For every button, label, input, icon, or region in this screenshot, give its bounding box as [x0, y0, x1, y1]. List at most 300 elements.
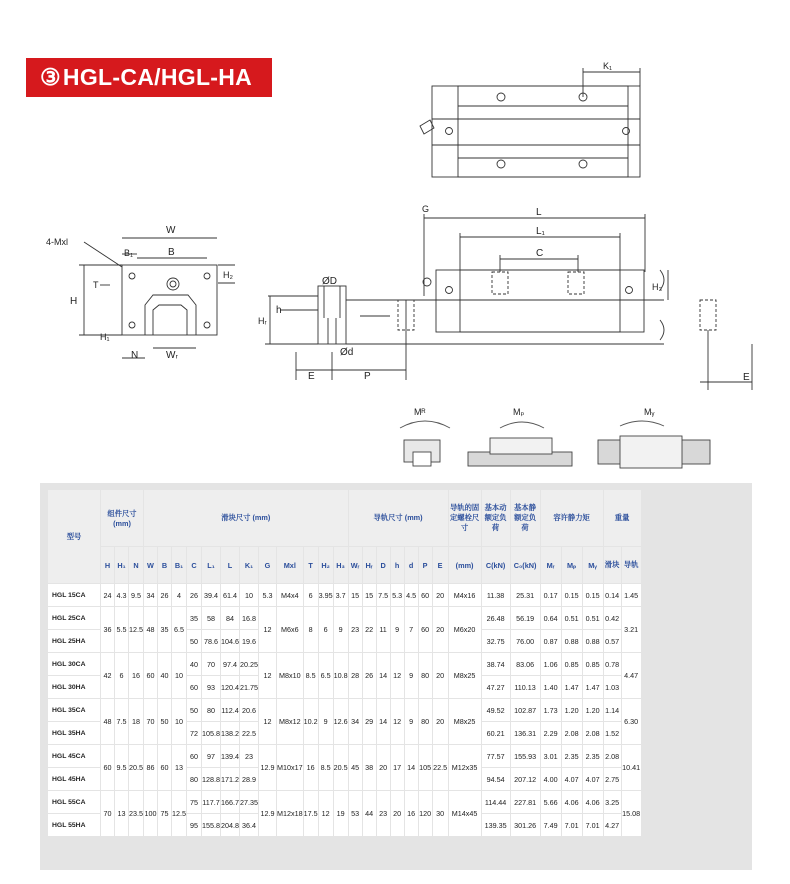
table-cell: 38: [363, 745, 376, 790]
table-cell: 19.6: [240, 630, 258, 652]
table-cell: 3.95: [319, 584, 333, 606]
label-e2: E: [743, 372, 750, 383]
top-view-drawing: [420, 68, 640, 177]
model-cell: HGL 45HA: [48, 768, 100, 790]
table-cell: 4.47: [622, 653, 641, 698]
table-cell: 3.7: [334, 584, 348, 606]
label-g: G: [422, 204, 430, 214]
table-cell: M10x17: [277, 745, 303, 790]
table-cell: M12x35: [449, 745, 481, 790]
table-cell: 2.08: [583, 722, 603, 744]
table-cell: 80: [202, 699, 220, 721]
table-cell: 110.13: [511, 676, 540, 698]
table-cell: M12x18: [277, 791, 303, 836]
header-assembly: 组件尺寸 (mm): [101, 490, 143, 546]
label-4mxl: 4-Mxl: [46, 237, 68, 247]
table-cell: 9: [405, 699, 418, 744]
table-cell: 23.5: [129, 791, 143, 836]
sub-header: L₁: [202, 547, 220, 583]
table-cell: 93: [202, 676, 220, 698]
table-cell: 4.06: [562, 791, 582, 813]
sub-header: C(kN): [482, 547, 510, 583]
sub-header: H₂: [319, 547, 333, 583]
table-cell: 8: [304, 607, 318, 652]
table-cell: 12.9: [259, 745, 276, 790]
table-cell: 20: [433, 653, 448, 698]
table-cell: 60: [158, 745, 171, 790]
sub-header: Mₚ: [562, 547, 582, 583]
table-cell: 84: [221, 607, 239, 629]
table-cell: 1.47: [562, 676, 582, 698]
sub-header: Hᵣ: [363, 547, 376, 583]
table-cell: 5.3: [391, 584, 404, 606]
table-cell: M8x25: [449, 653, 481, 698]
table-cell: 105.8: [202, 722, 220, 744]
table-cell: M8x12: [277, 699, 303, 744]
table-cell: 10: [172, 653, 186, 698]
table-cell: 20: [433, 699, 448, 744]
table-cell: 34: [349, 699, 362, 744]
table-cell: 10: [240, 584, 258, 606]
table-cell: 16: [405, 791, 418, 836]
table-cell: 80: [187, 768, 201, 790]
table-cell: 36.4: [240, 814, 258, 836]
table-cell: 80: [419, 699, 432, 744]
table-cell: 20: [433, 584, 448, 606]
table-row: [48, 745, 641, 767]
label-wr: Wᵣ: [166, 350, 178, 361]
label-l1: L₁: [536, 226, 545, 237]
table-row: [48, 653, 641, 675]
model-cell: HGL 15CA: [48, 584, 100, 606]
sub-header: W: [144, 547, 157, 583]
table-cell: 0.14: [604, 584, 621, 606]
table-cell: 6: [319, 607, 333, 652]
rail-section-drawing: [265, 286, 664, 380]
table-cell: 48: [101, 699, 114, 744]
table-cell: 0.85: [583, 653, 603, 675]
table-cell: 47.27: [482, 676, 510, 698]
table-cell: 0.57: [604, 630, 621, 652]
table-cell: 20: [433, 607, 448, 652]
table-cell: 138.2: [221, 722, 239, 744]
spec-table-panel: [40, 483, 752, 870]
table-cell: 9.5: [129, 584, 143, 606]
table-cell: 23: [240, 745, 258, 767]
table-cell: 61.4: [221, 584, 239, 606]
table-cell: 4.07: [583, 768, 603, 790]
sub-header: 导轨: [622, 547, 641, 583]
table-cell: 102.87: [511, 699, 540, 721]
table-cell: 28: [349, 653, 362, 698]
table-cell: 17.5: [304, 791, 318, 836]
sub-header: Mᵣ: [541, 547, 561, 583]
table-cell: 44: [363, 791, 376, 836]
table-cell: 22.5: [433, 745, 448, 790]
table-cell: 13: [172, 745, 186, 790]
table-cell: 171.2: [221, 768, 239, 790]
table-cell: 25.31: [511, 584, 540, 606]
table-cell: 75: [158, 791, 171, 836]
model-cell: HGL 35CA: [48, 699, 100, 721]
table-cell: 139.4: [221, 745, 239, 767]
table-cell: 16: [304, 745, 318, 790]
table-cell: 26.48: [482, 607, 510, 629]
table-cell: 3.25: [604, 791, 621, 813]
table-cell: 6: [115, 653, 128, 698]
table-cell: 50: [187, 630, 201, 652]
table-cell: M4x16: [449, 584, 481, 606]
table-cell: 7.5: [115, 699, 128, 744]
table-cell: 1.03: [604, 676, 621, 698]
table-cell: 1.40: [541, 676, 561, 698]
table-cell: 8.5: [319, 745, 333, 790]
table-cell: 30: [433, 791, 448, 836]
table-cell: 7.01: [562, 814, 582, 836]
table-cell: 77.57: [482, 745, 510, 767]
table-cell: 7.49: [541, 814, 561, 836]
label-t: T: [93, 280, 99, 290]
table-cell: 12: [391, 699, 404, 744]
table-cell: 155.93: [511, 745, 540, 767]
sub-header: H₁: [115, 547, 128, 583]
model-cell: HGL 25CA: [48, 607, 100, 629]
table-cell: 136.31: [511, 722, 540, 744]
sub-header: N: [129, 547, 143, 583]
table-cell: 70: [144, 699, 157, 744]
table-row: [48, 791, 641, 813]
table-row: [48, 607, 641, 629]
sub-header: E: [433, 547, 448, 583]
table-cell: 9: [319, 699, 333, 744]
label-h1: H₁: [100, 332, 110, 342]
table-cell: 40: [187, 653, 201, 675]
table-cell: 301.26: [511, 814, 540, 836]
table-cell: M8x10: [277, 653, 303, 698]
table-cell: 35: [187, 607, 201, 629]
label-n: N: [131, 350, 139, 361]
table-cell: 20.5: [334, 745, 348, 790]
sub-header: T: [304, 547, 318, 583]
table-cell: 6.30: [622, 699, 641, 744]
table-cell: 2.35: [562, 745, 582, 767]
sub-header: Mxl: [277, 547, 303, 583]
table-cell: 0.42: [604, 607, 621, 629]
label-c: C: [536, 248, 544, 259]
table-cell: 86: [144, 745, 157, 790]
table-cell: 14: [377, 699, 390, 744]
sub-header: d: [405, 547, 418, 583]
table-cell: 16: [129, 653, 143, 698]
table-cell: 1.20: [562, 699, 582, 721]
table-cell: 95: [187, 814, 201, 836]
table-cell: 15: [363, 584, 376, 606]
table-cell: 3.01: [541, 745, 561, 767]
table-cell: 2.29: [541, 722, 561, 744]
table-cell: 120.4: [221, 676, 239, 698]
model-cell: HGL 30CA: [48, 653, 100, 675]
table-cell: 1.45: [622, 584, 641, 606]
table-cell: 19: [334, 791, 348, 836]
table-cell: 120: [419, 791, 432, 836]
table-cell: 70: [101, 791, 114, 836]
table-cell: 1.73: [541, 699, 561, 721]
table-cell: 80: [419, 653, 432, 698]
table-cell: 155.8: [202, 814, 220, 836]
table-cell: 4.27: [604, 814, 621, 836]
table-cell: 166.7: [221, 791, 239, 813]
table-cell: 12.5: [129, 607, 143, 652]
label-e: E: [308, 371, 315, 382]
table-cell: 1.47: [583, 676, 603, 698]
table-cell: 20: [391, 791, 404, 836]
sub-header: G: [259, 547, 276, 583]
label-od-small: Ød: [340, 347, 354, 358]
table-cell: 207.12: [511, 768, 540, 790]
table-cell: 4.5: [405, 584, 418, 606]
table-cell: 22.5: [240, 722, 258, 744]
table-cell: M6x20: [449, 607, 481, 652]
section-number: ③: [40, 64, 61, 90]
table-cell: 0.17: [541, 584, 561, 606]
table-cell: M14x45: [449, 791, 481, 836]
table-cell: 7: [405, 607, 418, 652]
table-cell: 11: [377, 607, 390, 652]
table-cell: 0.64: [541, 607, 561, 629]
table-cell: 50: [187, 699, 201, 721]
label-b: B: [168, 247, 175, 258]
table-cell: 112.4: [221, 699, 239, 721]
table-cell: 204.8: [221, 814, 239, 836]
table-cell: 104.6: [221, 630, 239, 652]
table-cell: 39.4: [202, 584, 220, 606]
table-cell: 42: [101, 653, 114, 698]
table-row: [48, 699, 641, 721]
table-cell: 83.06: [511, 653, 540, 675]
header-block: 滑块尺寸 (mm): [144, 490, 348, 546]
table-cell: 128.8: [202, 768, 220, 790]
table-cell: 78.6: [202, 630, 220, 652]
table-cell: 40: [158, 653, 171, 698]
table-cell: 1.52: [604, 722, 621, 744]
table-cell: 9.5: [115, 745, 128, 790]
table-cell: 11.38: [482, 584, 510, 606]
table-cell: 12: [391, 653, 404, 698]
header-rail: 导轨尺寸 (mm): [349, 490, 448, 546]
table-cell: 60.21: [482, 722, 510, 744]
table-cell: 12.9: [259, 791, 276, 836]
sub-header: B₁: [172, 547, 186, 583]
table-cell: 20: [377, 745, 390, 790]
table-cell: 36: [101, 607, 114, 652]
table-cell: 97: [202, 745, 220, 767]
sub-header: K₁: [240, 547, 258, 583]
table-cell: 24: [101, 584, 114, 606]
table-cell: 56.19: [511, 607, 540, 629]
table-cell: 58: [202, 607, 220, 629]
table-cell: 0.85: [562, 653, 582, 675]
table-cell: 26: [158, 584, 171, 606]
sub-header: H₃: [334, 547, 348, 583]
table-cell: 4.00: [541, 768, 561, 790]
side-view-drawing: [398, 214, 752, 390]
table-cell: 2.75: [604, 768, 621, 790]
table-cell: 7.01: [583, 814, 603, 836]
table-cell: 20.5: [129, 745, 143, 790]
table-cell: 45: [349, 745, 362, 790]
table-cell: 0.78: [604, 653, 621, 675]
table-cell: 0.15: [562, 584, 582, 606]
table-cell: 20.6: [240, 699, 258, 721]
table-cell: 227.81: [511, 791, 540, 813]
table-cell: 23: [377, 791, 390, 836]
label-l: L: [536, 207, 542, 218]
header-moment: 容许静力矩: [541, 490, 603, 546]
table-cell: 60: [101, 745, 114, 790]
model-cell: HGL 55HA: [48, 814, 100, 836]
table-cell: 12.6: [334, 699, 348, 744]
header-model: 型号: [48, 490, 100, 583]
label-w: W: [166, 225, 176, 236]
model-cell: HGL 30HA: [48, 676, 100, 698]
table-cell: 70: [202, 653, 220, 675]
table-cell: 5.66: [541, 791, 561, 813]
spec-table: [47, 489, 642, 837]
table-cell: 139.35: [482, 814, 510, 836]
label-mp: Mₚ: [513, 407, 525, 417]
table-cell: 1.14: [604, 699, 621, 721]
table-cell: 4.3: [115, 584, 128, 606]
table-cell: 12.5: [172, 791, 186, 836]
table-cell: 4.06: [583, 791, 603, 813]
table-cell: 26: [363, 653, 376, 698]
table-cell: 18: [129, 699, 143, 744]
label-h3: H₃: [652, 282, 663, 292]
table-cell: 114.44: [482, 791, 510, 813]
table-cell: 60: [187, 676, 201, 698]
table-cell: 17: [391, 745, 404, 790]
table-cell: 4.07: [562, 768, 582, 790]
moment-my-drawing: [598, 421, 710, 468]
sub-header: D: [377, 547, 390, 583]
header-weight: 重量: [604, 490, 641, 546]
table-cell: 2.08: [562, 722, 582, 744]
table-cell: 23: [349, 607, 362, 652]
table-cell: 75: [187, 791, 201, 813]
table-cell: 10.8: [334, 653, 348, 698]
label-h-small: h: [276, 305, 282, 316]
table-cell: 8.5: [304, 653, 318, 698]
table-cell: 76.00: [511, 630, 540, 652]
table-cell: 15.08: [622, 791, 641, 836]
table-cell: 9: [405, 653, 418, 698]
table-cell: 26: [187, 584, 201, 606]
table-cell: 16.8: [240, 607, 258, 629]
header-static-load: 基本静额定负荷: [511, 490, 540, 546]
table-cell: 60: [144, 653, 157, 698]
model-cell: HGL 45CA: [48, 745, 100, 767]
table-cell: 21.75: [240, 676, 258, 698]
label-mr: Mᴿ: [414, 407, 426, 417]
label-k1: K₁: [603, 61, 613, 71]
table-cell: 27.35: [240, 791, 258, 813]
table-cell: 6: [304, 584, 318, 606]
table-cell: 12: [259, 607, 276, 652]
sub-header: P: [419, 547, 432, 583]
label-od: ØD: [322, 276, 337, 287]
table-cell: 4: [172, 584, 186, 606]
table-cell: 34: [144, 584, 157, 606]
table-cell: 1.06: [541, 653, 561, 675]
label-h2: H₂: [223, 270, 233, 280]
label-h: H: [70, 296, 78, 307]
table-cell: 2.08: [604, 745, 621, 767]
table-cell: 1.20: [583, 699, 603, 721]
table-cell: 60: [187, 745, 201, 767]
table-cell: 50: [158, 699, 171, 744]
table-cell: 14: [377, 653, 390, 698]
table-cell: 38.74: [482, 653, 510, 675]
table-cell: 12: [319, 791, 333, 836]
table-cell: 9: [391, 607, 404, 652]
table-cell: 6.5: [319, 653, 333, 698]
table-cell: M6x6: [277, 607, 303, 652]
label-hr: Hᵣ: [258, 316, 267, 326]
table-cell: 0.15: [583, 584, 603, 606]
table-cell: 35: [158, 607, 171, 652]
sub-header: (mm): [449, 547, 481, 583]
table-cell: 105: [419, 745, 432, 790]
sub-header: L: [221, 547, 239, 583]
table-cell: 49.52: [482, 699, 510, 721]
table-cell: 10.2: [304, 699, 318, 744]
sub-header: Wᵣ: [349, 547, 362, 583]
table-cell: 28.9: [240, 768, 258, 790]
table-cell: 100: [144, 791, 157, 836]
table-cell: 10: [172, 699, 186, 744]
table-cell: 3.21: [622, 607, 641, 652]
table-cell: 94.54: [482, 768, 510, 790]
table-cell: 2.35: [583, 745, 603, 767]
sub-header: C₀(kN): [511, 547, 540, 583]
table-cell: 9: [334, 607, 348, 652]
header-dynamic-load: 基本动额定负荷: [482, 490, 510, 546]
table-cell: 22: [363, 607, 376, 652]
table-cell: 0.88: [562, 630, 582, 652]
table-cell: 0.51: [562, 607, 582, 629]
moment-mp-drawing: [468, 422, 572, 466]
label-p: P: [364, 371, 371, 382]
table-cell: 97.4: [221, 653, 239, 675]
table-cell: 29: [363, 699, 376, 744]
sub-header: H: [101, 547, 114, 583]
table-cell: 5.3: [259, 584, 276, 606]
table-cell: 72: [187, 722, 201, 744]
moment-mr-drawing: [400, 421, 450, 466]
section-title: HGL-CA/HGL-HA: [62, 64, 253, 90]
label-b1: B₁: [124, 248, 134, 258]
table-cell: 15: [349, 584, 362, 606]
table-cell: 32.75: [482, 630, 510, 652]
table-cell: M8x25: [449, 699, 481, 744]
table-row: [48, 584, 641, 606]
table-cell: 0.87: [541, 630, 561, 652]
table-cell: 0.88: [583, 630, 603, 652]
table-cell: 60: [419, 584, 432, 606]
model-cell: HGL 25HA: [48, 630, 100, 652]
sub-header: C: [187, 547, 201, 583]
table-cell: 14: [405, 745, 418, 790]
